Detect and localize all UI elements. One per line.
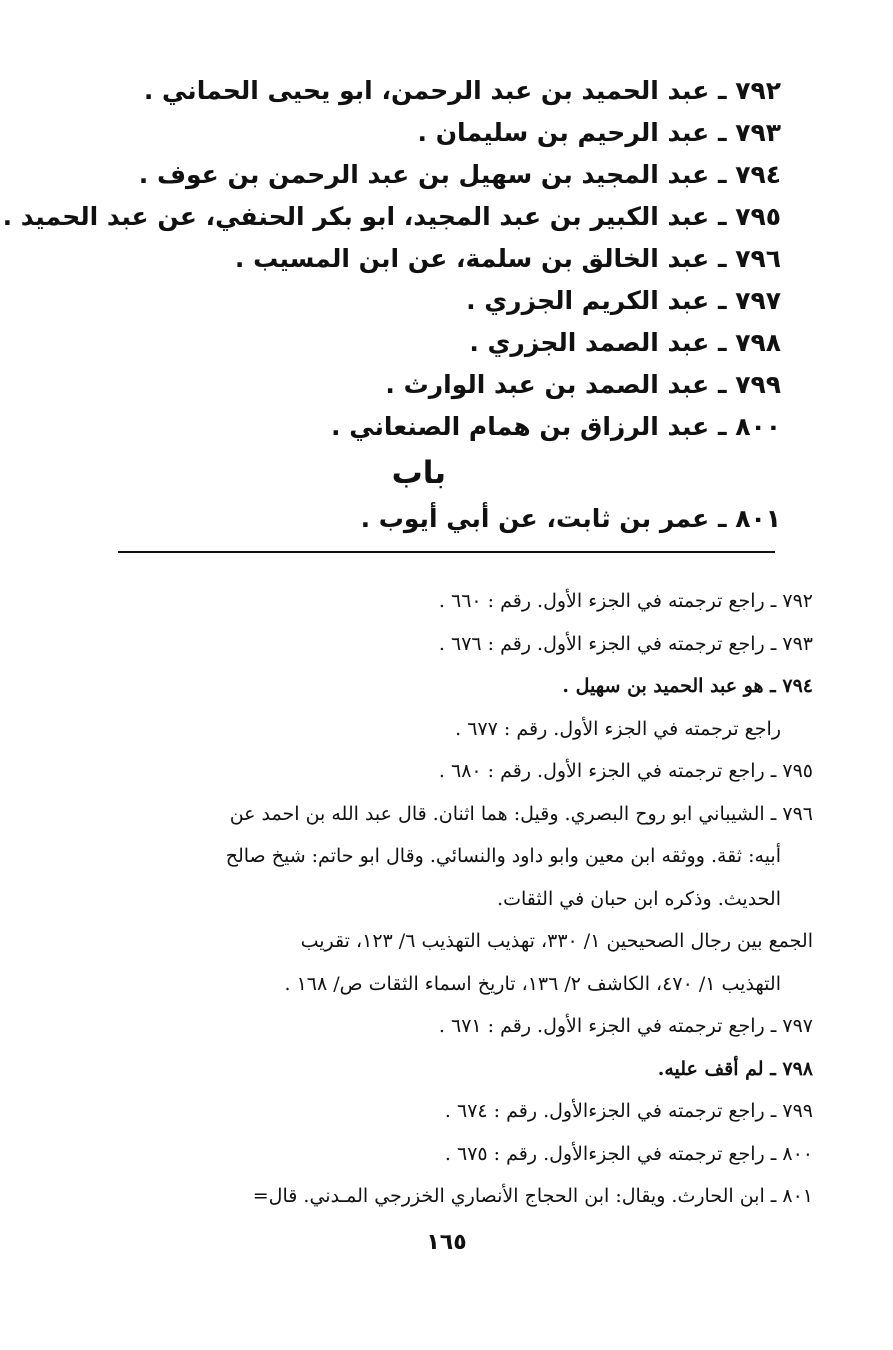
footnote-794: ٧٩٤ ـ هو عبد الحميد بن سهيل . [562,675,813,697]
entry-801: ٨٠١ ـ عمر بن ثابت، عن أبي أيوب . [360,504,781,533]
footnote-792: ٧٩٢ ـ راجع ترجمته في الجزء الأول. رقم : ٦٦٠ . [438,590,813,612]
footnote-796-line-3: الحديث. وذكره ابن حبان في الثقات. [497,887,781,910]
entry-798: ٧٩٨ ـ عبد الصمد الجزري . [469,328,781,357]
section-heading: باب [391,455,446,491]
footnote-796-line-2: أبيه: ثقة. ووثقه ابن معين وابو داود والنسائي. وقال ابو حاتم: شيخ صالح [225,845,781,867]
footnote-divider [118,551,775,553]
footnote-800: ٨٠٠ ـ راجع ترجمته في الجزءالأول. رقم : ٦٧٥ . [444,1142,813,1165]
entry-794: ٧٩٤ ـ عبد المجيد بن سهيل بن عبد الرحمن بن عوف . [138,160,781,189]
footnote-797: ٧٩٧ ـ راجع ترجمته في الجزء الأول. رقم : ٦٧١ . [438,1015,813,1037]
entry-799: ٧٩٩ ـ عبد الصمد بن عبد الوارث . [385,370,781,399]
footnote-799: ٧٩٩ ـ راجع ترجمته في الجزءالأول. رقم : ٦٧٤ . [444,1100,813,1122]
entry-792: ٧٩٢ ـ عبد الحميد بن عبد الرحمن، ابو يحيى الحماني . [143,76,781,105]
footnote-801: ٨٠١ ـ ابن الحارث. ويقال: ابن الحجاج الأنصاري الخزرجي المـدني. قال= [252,1185,813,1207]
entry-796: ٧٩٦ ـ عبد الخالق بن سلمة، عن ابن المسيب . [234,244,781,273]
footnote-796-references: الجمع بين رجال الصحيحين ١/ ٣٣٠، تهذيب التهذيب ٦/ ١٢٣، تقريب [300,930,813,952]
entry-800: ٨٠٠ ـ عبد الرزاق بن همام الصنعاني . [331,412,781,441]
footnote-796-references-cont: التهذيب ١/ ٤٧٠، الكاشف ٢/ ١٣٦، تاريخ اسماء الثقات ص/ ١٦٨ . [284,972,781,995]
entry-795: ٧٩٥ ـ عبد الكبير بن عبد المجيد، ابو بكر الحنفي، عن عبد الحميد . [2,202,781,231]
footnote-795: ٧٩٥ ـ راجع ترجمته في الجزء الأول. رقم : ٦٨٠ . [438,760,813,782]
footnotes [123,580,813,1218]
footnote-798: ٧٩٨ ـ لم أقف عليه. [657,1057,813,1080]
footnote-796: ٧٩٦ ـ الشيباني ابو روح البصري. وقيل: هما اثنان. قال عبد الله بن احمد عن [229,802,813,825]
entry-797: ٧٩٧ ـ عبد الكريم الجزري . [466,286,781,315]
page-number: ١٦٥ [426,1230,467,1255]
footnote-793: ٧٩٣ ـ راجع ترجمته في الجزء الأول. رقم : ٦٧٦ . [438,632,813,655]
entry-793: ٧٩٣ ـ عبد الرحيم بن سليمان . [417,118,781,147]
entry-list [2,70,781,540]
footnote-794-continuation: راجع ترجمته في الجزء الأول. رقم : ٦٧٧ . [455,717,781,740]
